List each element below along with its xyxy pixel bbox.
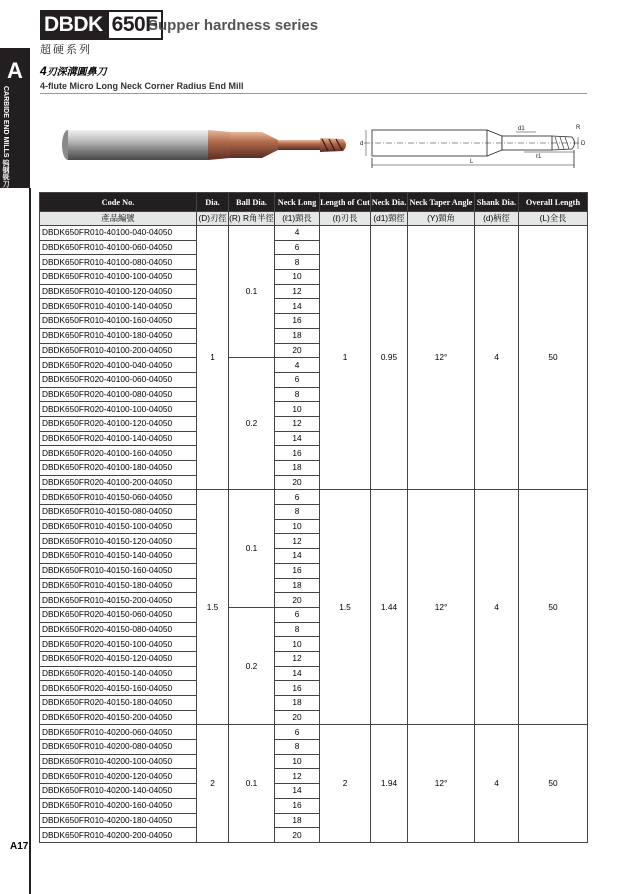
neck-dia-cell: 1.44: [371, 490, 408, 725]
column-header: Neck Taper Angle: [408, 193, 475, 212]
neck-long-cell: 20: [275, 828, 320, 843]
neck-long-cell: 14: [275, 431, 320, 446]
column-header-cn: (ℓ)刃長: [320, 212, 371, 226]
neck-long-cell: 18: [275, 813, 320, 828]
column-header-cn: (d)柄徑: [475, 212, 519, 226]
neck-long-cell: 14: [275, 666, 320, 681]
neck-long-cell: 20: [275, 710, 320, 725]
table-row: [40, 490, 588, 505]
neck-dia-cell: 1.94: [371, 725, 408, 843]
code-cell: DBDK650FR020-40100-140-04050: [40, 431, 197, 446]
neck-long-cell: 18: [275, 461, 320, 476]
label-l1: ℓ1: [536, 154, 542, 160]
code-cell: DBDK650FR010-40100-180-04050: [40, 328, 197, 343]
column-header: Dia.: [197, 193, 229, 212]
product-title-en: 4-flute Micro Long Neck Corner Radius End Mill: [40, 81, 244, 91]
code-cell: DBDK650FR010-40200-100-04050: [40, 754, 197, 769]
spec-table-body: [40, 226, 588, 843]
code-cell: DBDK650FR020-40150-100-04050: [40, 637, 197, 652]
neck-long-cell: 18: [275, 578, 320, 593]
label-L: L: [470, 159, 474, 165]
neck-long-cell: 12: [275, 651, 320, 666]
column-header-cn: (ℓ1)頸長: [275, 212, 320, 226]
column-header: Neck Long: [275, 193, 320, 212]
product-title-cn: [40, 63, 107, 78]
neck-taper-cell: 12°: [408, 226, 475, 490]
code-cell: DBDK650FR020-40100-180-04050: [40, 461, 197, 476]
code-cell: DBDK650FR010-40150-200-04050: [40, 593, 197, 608]
code-cell: DBDK650FR020-40100-120-04050: [40, 416, 197, 431]
side-divider: [29, 188, 31, 894]
table-row: [40, 725, 588, 740]
code-cell: DBDK650FR020-40150-120-04050: [40, 651, 197, 666]
code-cell: DBDK650FR010-40200-120-04050: [40, 769, 197, 784]
code-cell: DBDK650FR010-40200-160-04050: [40, 798, 197, 813]
flute-count: 4: [40, 64, 47, 78]
code-cell: DBDK650FR020-40100-100-04050: [40, 402, 197, 417]
neck-long-cell: 4: [275, 226, 320, 241]
section-label: CARBIDE END MILLS 钨钢铣刀: [2, 86, 9, 188]
neck-long-cell: 14: [275, 549, 320, 564]
length-of-cut-cell: 1.5: [320, 490, 371, 725]
column-header-cn: (R) R角半徑: [229, 212, 275, 226]
label-d1: d1: [518, 126, 525, 132]
code-cell: DBDK650FR020-40150-160-04050: [40, 681, 197, 696]
code-cell: DBDK650FR020-40100-200-04050: [40, 475, 197, 490]
neck-long-cell: 14: [275, 784, 320, 799]
overall-length-cell: 50: [519, 226, 588, 490]
neck-long-cell: 18: [275, 696, 320, 711]
header-row-cn: [40, 212, 588, 226]
code-cell: DBDK650FR020-40150-200-04050: [40, 710, 197, 725]
column-header: Overall Length: [519, 193, 588, 212]
neck-long-cell: 6: [275, 725, 320, 740]
neck-long-cell: 8: [275, 740, 320, 755]
header-row-en: [40, 193, 588, 212]
neck-long-cell: 20: [275, 593, 320, 608]
code-cell: DBDK650FR010-40100-060-04050: [40, 240, 197, 255]
column-header: Length of Cut: [320, 193, 371, 212]
overall-length-cell: 50: [519, 490, 588, 725]
label-d: d: [360, 141, 364, 147]
neck-long-cell: 6: [275, 240, 320, 255]
code-cell: DBDK650FR020-40100-160-04050: [40, 446, 197, 461]
code-cell: DBDK650FR010-40200-200-04050: [40, 828, 197, 843]
code-cell: DBDK650FR010-40150-180-04050: [40, 578, 197, 593]
neck-long-cell: 4: [275, 358, 320, 373]
neck-long-cell: 12: [275, 769, 320, 784]
length-of-cut-cell: 2: [320, 725, 371, 843]
neck-long-cell: 16: [275, 314, 320, 329]
page-number: A17: [10, 841, 29, 852]
neck-long-cell: 6: [275, 607, 320, 622]
neck-long-cell: 8: [275, 505, 320, 520]
neck-long-cell: 12: [275, 284, 320, 299]
series-title: Supper hardness series: [148, 17, 319, 34]
brand-name: DBDK: [40, 10, 107, 40]
dia-cell: 2: [197, 725, 229, 843]
neck-long-cell: 20: [275, 343, 320, 358]
column-header-cn: (L)全長: [519, 212, 588, 226]
spec-table: [39, 192, 588, 843]
code-cell: DBDK650FR010-40100-140-04050: [40, 299, 197, 314]
neck-long-cell: 14: [275, 299, 320, 314]
neck-long-cell: 18: [275, 328, 320, 343]
neck-long-cell: 16: [275, 798, 320, 813]
length-of-cut-cell: 1: [320, 226, 371, 490]
label-r: R: [576, 125, 581, 131]
column-header: Shank Dia.: [475, 193, 519, 212]
code-cell: DBDK650FR010-40150-120-04050: [40, 534, 197, 549]
neck-long-cell: 10: [275, 519, 320, 534]
neck-long-cell: 8: [275, 622, 320, 637]
code-cell: DBDK650FR020-40150-180-04050: [40, 696, 197, 711]
column-header: Ball Dia.: [229, 193, 275, 212]
column-header-cn: 產品編號: [40, 212, 197, 226]
code-cell: DBDK650FR020-40100-080-04050: [40, 387, 197, 402]
ball-dia-cell: 0.2: [229, 607, 275, 725]
code-cell: DBDK650FR010-40200-060-04050: [40, 725, 197, 740]
neck-long-cell: 10: [275, 402, 320, 417]
code-cell: DBDK650FR010-40100-120-04050: [40, 284, 197, 299]
code-cell: DBDK650FR010-40150-060-04050: [40, 490, 197, 505]
code-cell: DBDK650FR010-40200-180-04050: [40, 813, 197, 828]
section-tab: [0, 48, 30, 188]
title-rule: [40, 93, 587, 94]
code-cell: DBDK650FR020-40150-080-04050: [40, 622, 197, 637]
table-row: [40, 226, 588, 241]
code-cell: DBDK650FR010-40150-140-04050: [40, 549, 197, 564]
code-cell: DBDK650FR020-40150-140-04050: [40, 666, 197, 681]
label-D: D: [581, 141, 586, 147]
model-name: 650F: [107, 10, 163, 40]
neck-long-cell: 20: [275, 475, 320, 490]
ball-dia-cell: 0.1: [229, 226, 275, 358]
dimension-drawing: [352, 114, 592, 174]
section-letter: A: [7, 58, 23, 83]
neck-long-cell: 10: [275, 754, 320, 769]
overall-length-cell: 50: [519, 725, 588, 843]
neck-long-cell: 6: [275, 490, 320, 505]
code-cell: DBDK650FR020-40150-060-04050: [40, 607, 197, 622]
code-cell: DBDK650FR010-40150-160-04050: [40, 563, 197, 578]
column-header: Neck Dia.: [371, 193, 408, 212]
code-cell: DBDK650FR010-40100-080-04050: [40, 255, 197, 270]
neck-long-cell: 10: [275, 637, 320, 652]
neck-long-cell: 12: [275, 416, 320, 431]
column-header-cn: (D)刃徑: [197, 212, 229, 226]
ball-dia-cell: 0.1: [229, 725, 275, 843]
code-cell: DBDK650FR020-40100-040-04050: [40, 358, 197, 373]
code-cell: DBDK650FR010-40100-040-04050: [40, 226, 197, 241]
dia-cell: 1: [197, 226, 229, 490]
series-title-cn: 超硬系列: [40, 44, 92, 56]
end-mill-photo: [60, 120, 350, 170]
neck-taper-cell: 12°: [408, 725, 475, 843]
code-cell: DBDK650FR010-40150-080-04050: [40, 505, 197, 520]
neck-dia-cell: 0.95: [371, 226, 408, 490]
neck-long-cell: 10: [275, 270, 320, 285]
neck-long-cell: 6: [275, 372, 320, 387]
neck-long-cell: 8: [275, 255, 320, 270]
code-cell: DBDK650FR010-40100-100-04050: [40, 270, 197, 285]
neck-long-cell: 16: [275, 681, 320, 696]
neck-long-cell: 16: [275, 446, 320, 461]
code-cell: DBDK650FR010-40150-100-04050: [40, 519, 197, 534]
column-header: Code No.: [40, 193, 197, 212]
shank-dia-cell: 4: [475, 226, 519, 490]
shank-dia-cell: 4: [475, 490, 519, 725]
code-cell: DBDK650FR010-40100-160-04050: [40, 314, 197, 329]
ball-dia-cell: 0.1: [229, 490, 275, 608]
column-header-cn: (Y)頸角: [408, 212, 475, 226]
product-title-cn-text: 刃深溝圓鼻刀: [46, 67, 107, 78]
code-cell: DBDK650FR010-40200-080-04050: [40, 740, 197, 755]
code-cell: DBDK650FR010-40100-200-04050: [40, 343, 197, 358]
neck-long-cell: 12: [275, 534, 320, 549]
code-cell: DBDK650FR010-40200-140-04050: [40, 784, 197, 799]
neck-long-cell: 8: [275, 387, 320, 402]
dia-cell: 1.5: [197, 490, 229, 725]
neck-taper-cell: 12°: [408, 490, 475, 725]
ball-dia-cell: 0.2: [229, 358, 275, 490]
code-cell: DBDK650FR020-40100-060-04050: [40, 372, 197, 387]
brand-header: [40, 10, 163, 40]
neck-long-cell: 16: [275, 563, 320, 578]
shank-dia-cell: 4: [475, 725, 519, 843]
column-header-cn: (d1)頸徑: [371, 212, 408, 226]
